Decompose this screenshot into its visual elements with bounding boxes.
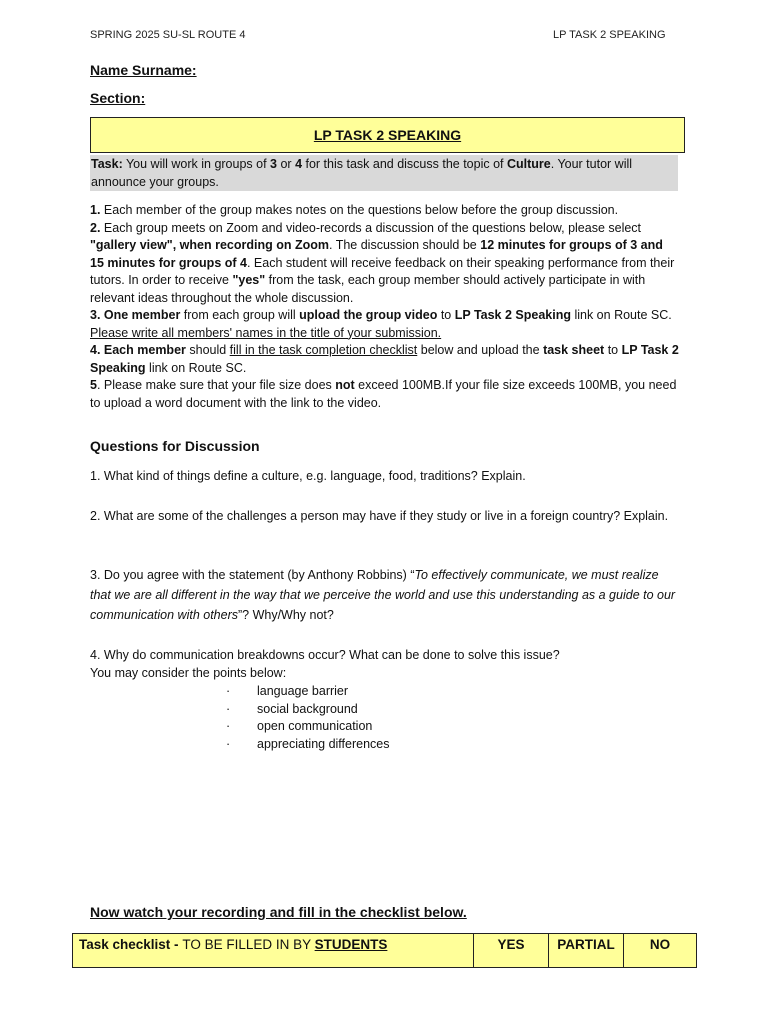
watch-instruction: Now watch your recording and fill in the checklist below. — [90, 904, 467, 920]
questions-heading: Questions for Discussion — [90, 438, 260, 454]
points-list — [226, 683, 390, 753]
page-title: LP TASK 2 SPEAKING — [313, 127, 462, 143]
instruction-5: 5. Please make sure that your file size does not exceed 100MB.If your file size exceeds 100MB, you need to upload a word document with the link to the video. — [90, 378, 677, 410]
checklist-header-cell: Task checklist - TO BE FILLED IN BY STUDENTS — [73, 934, 474, 968]
instruction-1: 1. Each member of the group makes notes on the questions below before the group discussion. — [90, 203, 619, 217]
list-item: · language barrier — [226, 684, 349, 698]
header-left: SPRING 2025 SU-SL ROUTE 4 — [90, 29, 246, 41]
header-right: LP TASK 2 SPEAKING — [553, 29, 666, 41]
question-1: 1. What kind of things define a culture, e.g. language, food, traditions? Explain. — [90, 469, 526, 483]
section-label: Section: — [90, 90, 146, 106]
no-column: NO — [624, 934, 697, 968]
table-row — [73, 934, 697, 968]
list-item: · social background — [226, 701, 358, 716]
instruction-4: 4. Each member should fill in the task completion checklist below and upload the task sheet to LP Task 2 Speaking link on Route SC. — [90, 343, 679, 375]
instruction-2: 2. Each group meets on Zoom and video-records a discussion of the questions below, please select "gallery view", when recording on Zoom. The discussion should be 12 minutes for groups of 3 and 15 minutes for groups of 4. Each student will receive feedback on their speaking performance from their tutors. In order to receive "yes" from the task, each group member should actively participate in with relevant ideas throughout the whole discussion. — [90, 220, 675, 305]
question-4: 4. Why do communication breakdowns occur? What can be done to solve this issue? You may consider the points below: — [90, 648, 560, 680]
question-3: 3. Do you agree with the statement (by Anthony Robbins) “To effectively communicate, we must realize that we are all different in the way that we perceive the world and use this understanding as a guide to our communication with others”? Why/Why not? — [90, 568, 676, 622]
instruction-3: 3. One member from each group will upload the group video to LP Task 2 Speaking link on Route SC. Please write all members' names in the title of your submission. — [90, 308, 672, 340]
list-item: · appreciating differences — [226, 736, 390, 751]
title-box — [90, 117, 685, 153]
name-surname-label: Name Surname: — [90, 62, 197, 78]
question-2: 2. What are some of the challenges a person may have if they study or live in a foreign country? Explain. — [90, 509, 669, 523]
task-description: Task: You will work in groups of 3 or 4 for this task and discuss the topic of Culture. Your tutor will announce your groups. — [90, 155, 678, 191]
instructions — [90, 202, 680, 412]
partial-column: PARTIAL — [549, 934, 624, 968]
yes-column: YES — [474, 934, 549, 968]
task-checklist-table — [72, 933, 697, 968]
list-item: · open communication — [226, 719, 373, 733]
